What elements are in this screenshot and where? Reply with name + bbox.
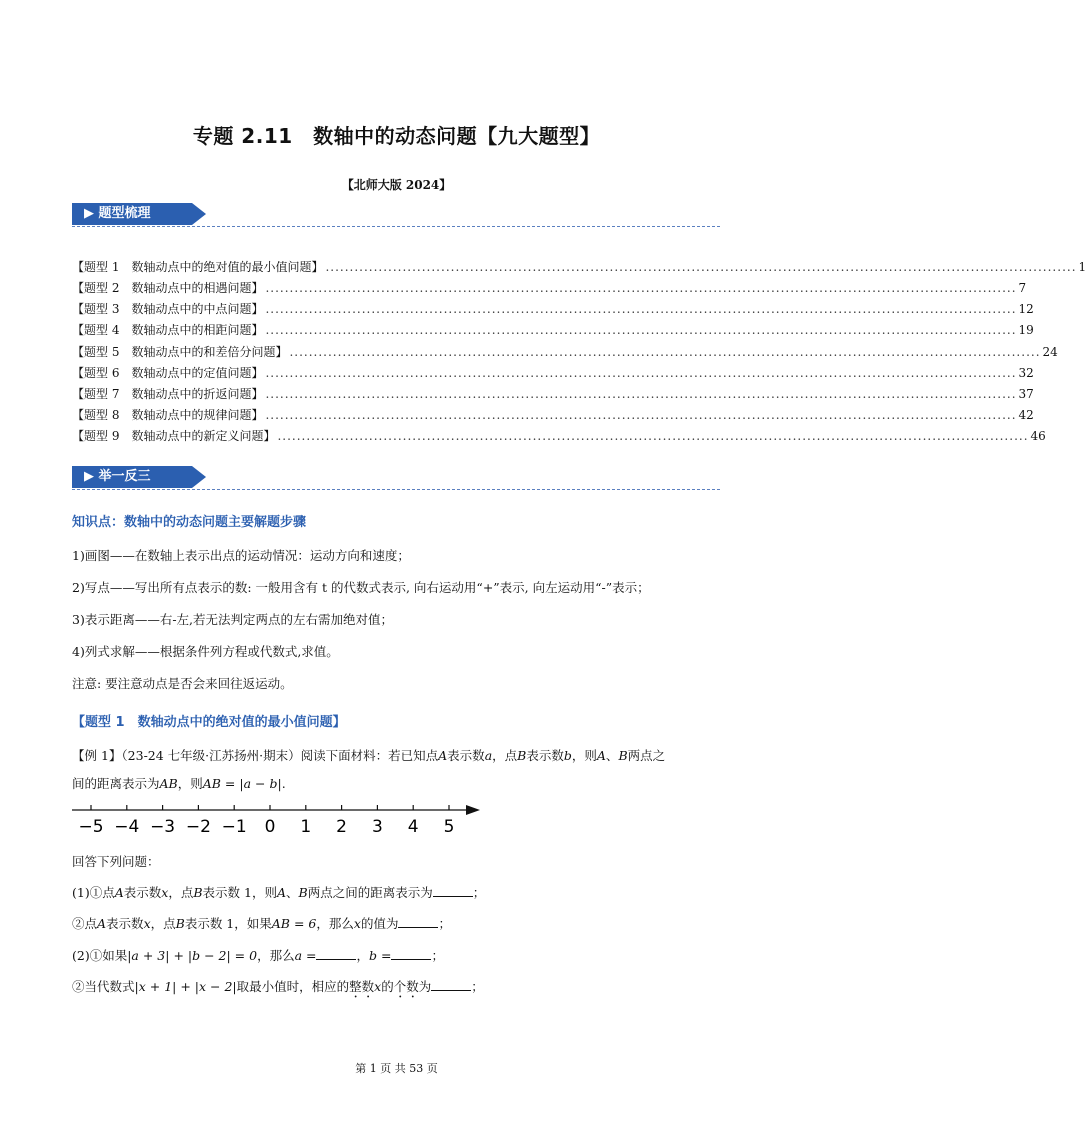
page-title: 专题 2.11 数轴中的动态问题【九大题型】 [192,124,601,148]
toc-item[interactable]: 【题型 4 数轴动点中的相距问题】 ............................................................................................................................................................ 19 [72,323,1034,337]
step-2: 2)写点——写出所有点表示的数: 一般用含有 t 的代数式表示, 向右运动用“+”表示, 向左运动用“-”表示； [72,580,650,595]
section-title: 【题型 1 数轴动点中的绝对值的最小值问题】 [72,715,346,730]
question-1-2: ②点A表示数x，点B表示数 1，如果AB = 6，那么x的值为 ； [72,916,451,931]
number-line [60,800,490,840]
toc-item[interactable]: 【题型 1 数轴动点中的绝对值的最小值问题】 ............................................................................................................................................................ 1 [72,260,1086,274]
answer-intro: 回答下列问题： [72,854,160,869]
banner-divider [72,226,720,227]
toc-item[interactable]: 【题型 7 数轴动点中的折返问题】 ............................................................................................................................................................ 37 [72,387,1034,401]
page-footer: 第 1 页 共 53 页 [355,1062,438,1075]
answer-blank[interactable] [398,926,438,928]
step-1: 1)画图——在数轴上表示出点的运动情况：运动方向和速度； [72,548,410,563]
tick-label: −1 [221,817,247,837]
question-1-1: (1)①点A表示数x，点B表示数 1，则A、B两点之间的距离表示为 ； [72,885,486,900]
toc-item[interactable]: 【题型 3 数轴动点中的中点问题】 ............................................................................................................................................................ 12 [72,302,1034,316]
tick-label: −4 [114,817,140,837]
question-2-2: ②当代数式|x + 1| + |x − 2|取最小值时，相应的整数x的个数为 ； [72,979,484,994]
tick-label: −2 [185,817,211,837]
tick-label: 0 [264,817,276,837]
note: 注意: 要注意动点是否会来回往返运动。 [72,676,293,691]
toc-item[interactable]: 【题型 9 数轴动点中的新定义问题】 ............................................................................................................................................................ 46 [72,429,1046,443]
axis-arrow-icon [466,805,480,815]
toc-item[interactable]: 【题型 5 数轴动点中的和差倍分问题】 ............................................................................................................................................................ 24 [72,345,1058,359]
banner-toc [72,203,722,225]
banner-toc-label: ▶ 题型梳理 [72,203,192,225]
tick-label: 2 [336,817,348,837]
tick-label: 1 [300,817,312,837]
tick-label: 5 [443,817,455,837]
knowledge-point-title: 知识点：数轴中的动态问题主要解题步骤 [72,515,307,530]
toc-item[interactable]: 【题型 6 数轴动点中的定值问题】 ............................................................................................................................................................ 32 [72,366,1034,380]
banner-examples [72,466,722,488]
toc-item[interactable]: 【题型 8 数轴动点中的规律问题】 ............................................................................................................................................................ 42 [72,408,1034,422]
example-1: 【例 1】（23-24 七年级·江苏扬州·期末）阅读下面材料：若已知点A表示数a，点B表示数b，则A、B两点之 间的距离表示为AB，则AB = |a − b|. [72,748,666,791]
question-2-1: (2)①如果|a + 3| + |b − 2| = 0，那么a = ，b = ； [72,948,444,963]
answer-blank[interactable] [431,989,471,991]
toc-item[interactable]: 【题型 2 数轴动点中的相遇问题】 ............................................................................................................................................................ 7 [72,281,1027,295]
step-3: 3)表示距离——右-左,若无法判定两点的左右需加绝对值； [72,612,394,627]
answer-blank[interactable] [433,895,473,897]
tick-label: −3 [150,817,176,837]
edition-subtitle: 【北师大版 2024】 [341,178,452,192]
banner-divider [72,489,720,490]
banner-examples-label: ▶ 举一反三 [72,466,192,488]
tick-label: 3 [371,817,383,837]
answer-blank[interactable] [391,958,431,960]
step-4: 4)列式求解——根据条件列方程或代数式,求值。 [72,644,339,659]
answer-blank[interactable] [316,958,356,960]
tick-label: 4 [407,817,419,837]
tick-label: −5 [78,817,104,837]
